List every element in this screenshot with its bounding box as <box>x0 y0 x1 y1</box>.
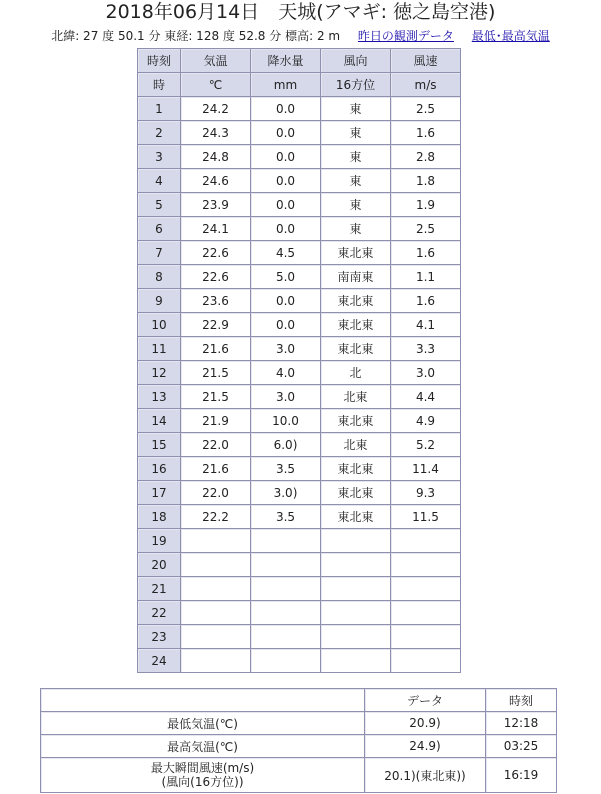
temp-cell: 24.1 <box>181 217 251 241</box>
temp-cell: 22.6 <box>181 265 251 289</box>
precip-cell <box>251 625 321 649</box>
table-row <box>138 481 461 505</box>
wind-dir-cell: 東北東 <box>321 337 391 361</box>
hour-cell: 10 <box>138 313 181 337</box>
precip-cell: 0.0 <box>251 217 321 241</box>
unit-wind-dir: 16方位 <box>321 73 391 97</box>
summary-time: 12:18 <box>486 712 557 735</box>
temp-cell: 22.9 <box>181 313 251 337</box>
unit-precip: mm <box>251 73 321 97</box>
summary-row-min-temp <box>41 712 557 735</box>
precip-cell <box>251 553 321 577</box>
temp-cell <box>181 553 251 577</box>
wind-speed-cell: 4.9 <box>391 409 461 433</box>
table-row <box>138 193 461 217</box>
hour-cell: 23 <box>138 625 181 649</box>
hour-cell: 1 <box>138 97 181 121</box>
precip-cell: 4.0 <box>251 361 321 385</box>
wind-speed-cell: 11.5 <box>391 505 461 529</box>
wind-dir-cell: 東 <box>321 121 391 145</box>
wind-speed-cell <box>391 625 461 649</box>
summary-label-line2: (風向(16方位)) <box>161 775 244 789</box>
precip-cell: 6.0) <box>251 433 321 457</box>
wind-speed-cell: 9.3 <box>391 481 461 505</box>
min-max-temp-link[interactable]: 最低･最高気温 <box>471 29 550 43</box>
precip-cell <box>251 577 321 601</box>
wind-speed-cell: 1.6 <box>391 289 461 313</box>
wind-dir-cell: 東北東 <box>321 289 391 313</box>
temp-cell: 21.6 <box>181 457 251 481</box>
col-header-temp: 気温 <box>181 49 251 73</box>
summary-value: 24.9) <box>365 735 486 758</box>
wind-speed-cell: 5.2 <box>391 433 461 457</box>
station-info <box>0 27 601 45</box>
wind-dir-cell <box>321 577 391 601</box>
temp-cell: 21.5 <box>181 361 251 385</box>
precip-cell: 0.0 <box>251 97 321 121</box>
summary-value: 20.9) <box>365 712 486 735</box>
hour-cell: 13 <box>138 385 181 409</box>
precip-cell: 3.0 <box>251 337 321 361</box>
wind-dir-cell <box>321 529 391 553</box>
hour-cell: 6 <box>138 217 181 241</box>
hour-cell: 11 <box>138 337 181 361</box>
table-row <box>138 169 461 193</box>
wind-speed-cell: 1.6 <box>391 241 461 265</box>
wind-speed-cell: 4.4 <box>391 385 461 409</box>
wind-speed-cell <box>391 553 461 577</box>
hour-cell: 19 <box>138 529 181 553</box>
temp-cell: 22.0 <box>181 433 251 457</box>
hour-cell: 15 <box>138 433 181 457</box>
wind-speed-cell: 3.3 <box>391 337 461 361</box>
table-row <box>138 97 461 121</box>
temp-cell: 22.2 <box>181 505 251 529</box>
table-row <box>138 649 461 673</box>
precip-cell: 0.0 <box>251 193 321 217</box>
wind-dir-cell: 北 <box>321 361 391 385</box>
summary-label: 最高気温(℃) <box>41 735 365 758</box>
unit-temp: ℃ <box>181 73 251 97</box>
precip-cell <box>251 649 321 673</box>
table-row <box>138 457 461 481</box>
precip-cell: 10.0 <box>251 409 321 433</box>
summary-time: 16:19 <box>486 758 557 793</box>
wind-speed-cell: 1.1 <box>391 265 461 289</box>
wind-dir-cell: 北東 <box>321 385 391 409</box>
summary-label: 最低気温(℃) <box>41 712 365 735</box>
hour-cell: 17 <box>138 481 181 505</box>
hour-cell: 12 <box>138 361 181 385</box>
hour-cell: 22 <box>138 601 181 625</box>
temp-cell <box>181 625 251 649</box>
wind-dir-cell: 東北東 <box>321 481 391 505</box>
hour-cell: 24 <box>138 649 181 673</box>
temp-cell: 23.6 <box>181 289 251 313</box>
wind-dir-cell: 東 <box>321 193 391 217</box>
precip-cell <box>251 601 321 625</box>
unit-wind-speed: m/s <box>391 73 461 97</box>
wind-speed-cell <box>391 649 461 673</box>
precip-cell: 3.0 <box>251 385 321 409</box>
wind-speed-cell <box>391 577 461 601</box>
precip-cell: 3.0) <box>251 481 321 505</box>
temp-cell: 21.9 <box>181 409 251 433</box>
summary-header-blank <box>41 689 365 712</box>
temp-cell: 21.6 <box>181 337 251 361</box>
wind-dir-cell: 東 <box>321 169 391 193</box>
wind-speed-cell: 1.6 <box>391 121 461 145</box>
hour-cell: 5 <box>138 193 181 217</box>
hour-cell: 2 <box>138 121 181 145</box>
hour-cell: 9 <box>138 289 181 313</box>
col-header-time: 時刻 <box>138 49 181 73</box>
wind-dir-cell: 東 <box>321 145 391 169</box>
wind-dir-cell: 南南東 <box>321 265 391 289</box>
table-row <box>138 337 461 361</box>
precip-cell: 3.5 <box>251 505 321 529</box>
wind-dir-cell: 東 <box>321 97 391 121</box>
precip-cell: 0.0 <box>251 145 321 169</box>
wind-speed-cell <box>391 601 461 625</box>
hour-cell: 18 <box>138 505 181 529</box>
wind-speed-cell: 3.0 <box>391 361 461 385</box>
table-row <box>138 433 461 457</box>
wind-dir-cell: 東北東 <box>321 313 391 337</box>
precip-cell: 0.0 <box>251 313 321 337</box>
precip-cell: 0.0 <box>251 121 321 145</box>
summary-label <box>41 758 365 793</box>
daily-summary-table <box>40 688 557 793</box>
summary-row-max-temp <box>41 735 557 758</box>
hour-cell: 3 <box>138 145 181 169</box>
table-row <box>138 217 461 241</box>
col-header-wind-dir: 風向 <box>321 49 391 73</box>
wind-dir-cell: 東北東 <box>321 505 391 529</box>
wind-speed-cell: 1.9 <box>391 193 461 217</box>
hourly-observation-table <box>137 48 461 673</box>
table-row <box>138 241 461 265</box>
temp-cell: 22.6 <box>181 241 251 265</box>
table-row <box>138 529 461 553</box>
summary-row-max-gust <box>41 758 557 793</box>
header-row-labels <box>138 49 461 73</box>
elevation-text: 標高: 2 m <box>285 29 341 43</box>
table-row <box>138 145 461 169</box>
temp-cell: 24.3 <box>181 121 251 145</box>
table-row <box>138 625 461 649</box>
wind-dir-cell <box>321 649 391 673</box>
wind-dir-cell: 東北東 <box>321 457 391 481</box>
hour-cell: 21 <box>138 577 181 601</box>
hour-cell: 8 <box>138 265 181 289</box>
precip-cell: 0.0 <box>251 169 321 193</box>
table-row <box>138 121 461 145</box>
temp-cell <box>181 649 251 673</box>
temp-cell <box>181 529 251 553</box>
precip-cell: 4.5 <box>251 241 321 265</box>
precip-cell: 3.5 <box>251 457 321 481</box>
wind-dir-cell: 北東 <box>321 433 391 457</box>
table-row <box>138 577 461 601</box>
hour-cell: 20 <box>138 553 181 577</box>
page-title: 2018年06月14日 天城(アマギ: 徳之島空港) <box>105 1 496 23</box>
table-row <box>138 313 461 337</box>
wind-speed-cell: 4.1 <box>391 313 461 337</box>
precip-cell: 0.0 <box>251 289 321 313</box>
wind-speed-cell: 1.8 <box>391 169 461 193</box>
yesterday-data-link[interactable]: 昨日の観測データ <box>357 29 454 43</box>
hour-cell: 16 <box>138 457 181 481</box>
precip-cell: 5.0 <box>251 265 321 289</box>
temp-cell <box>181 601 251 625</box>
hour-cell: 4 <box>138 169 181 193</box>
header-row-units <box>138 73 461 97</box>
wind-speed-cell <box>391 529 461 553</box>
temp-cell: 21.5 <box>181 385 251 409</box>
temp-cell: 24.8 <box>181 145 251 169</box>
wind-dir-cell <box>321 625 391 649</box>
hour-cell: 14 <box>138 409 181 433</box>
summary-header-data: データ <box>365 689 486 712</box>
col-header-wind-speed: 風速 <box>391 49 461 73</box>
summary-label-line1: 最大瞬間風速(m/s) <box>150 761 255 775</box>
temp-cell: 24.6 <box>181 169 251 193</box>
table-row <box>138 409 461 433</box>
summary-header-row <box>41 689 557 712</box>
summary-time: 03:25 <box>486 735 557 758</box>
unit-time: 時 <box>138 73 181 97</box>
table-row <box>138 289 461 313</box>
longitude-text: 東経: 128 度 52.8 分 <box>164 29 282 43</box>
temp-cell: 24.2 <box>181 97 251 121</box>
latitude-text: 北緯: 27 度 50.1 分 <box>51 29 161 43</box>
summary-value: 20.1)(東北東)) <box>365 758 486 793</box>
wind-dir-cell <box>321 601 391 625</box>
wind-speed-cell: 11.4 <box>391 457 461 481</box>
wind-speed-cell: 2.8 <box>391 145 461 169</box>
col-header-precip: 降水量 <box>251 49 321 73</box>
table-row <box>138 505 461 529</box>
wind-dir-cell <box>321 553 391 577</box>
precip-cell <box>251 529 321 553</box>
hour-cell: 7 <box>138 241 181 265</box>
table-row <box>138 601 461 625</box>
wind-dir-cell: 東 <box>321 217 391 241</box>
wind-dir-cell: 東北東 <box>321 241 391 265</box>
temp-cell <box>181 577 251 601</box>
wind-dir-cell: 東北東 <box>321 409 391 433</box>
table-row <box>138 385 461 409</box>
table-row <box>138 361 461 385</box>
table-row <box>138 265 461 289</box>
wind-speed-cell: 2.5 <box>391 97 461 121</box>
summary-header-time: 時刻 <box>486 689 557 712</box>
wind-speed-cell: 2.5 <box>391 217 461 241</box>
temp-cell: 22.0 <box>181 481 251 505</box>
temp-cell: 23.9 <box>181 193 251 217</box>
table-row <box>138 553 461 577</box>
